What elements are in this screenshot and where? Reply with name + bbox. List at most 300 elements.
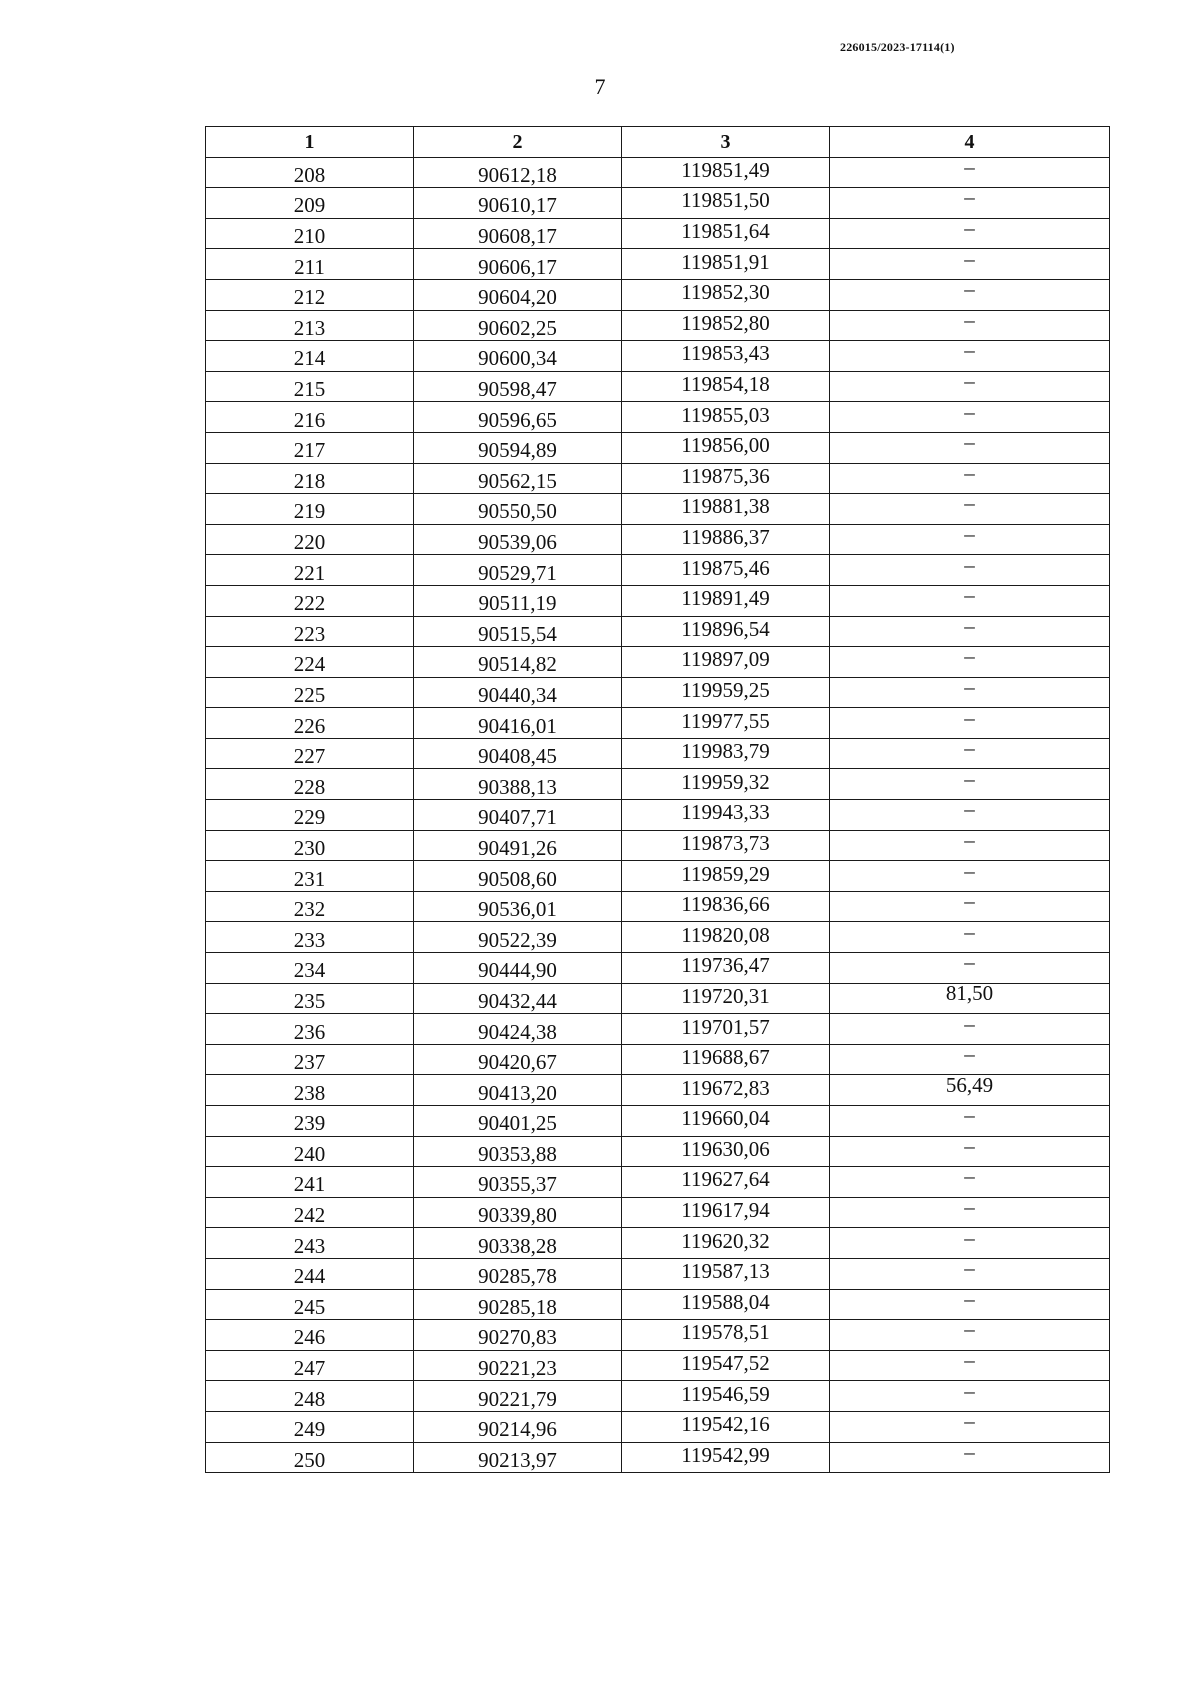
coordinate-x-cell	[413, 555, 621, 586]
coordinate-x-cell-text: 90424,38	[478, 1019, 557, 1044]
coordinate-x-cell-text: 90600,34	[478, 346, 557, 371]
table-row	[206, 524, 1110, 555]
coordinate-y-cell-text: 119977,55	[681, 708, 770, 733]
coordinate-x-cell	[413, 157, 621, 188]
coordinate-y-cell	[621, 1289, 829, 1320]
point-number-cell	[206, 1442, 414, 1473]
table-row	[206, 1106, 1110, 1137]
value-cell-text: –	[964, 1439, 975, 1464]
coordinate-x-cell-text: 90338,28	[478, 1233, 557, 1258]
point-number-cell-text: 230	[293, 835, 326, 860]
table-row	[206, 708, 1110, 739]
coordinate-x-cell	[413, 1044, 621, 1075]
coordinate-x-cell-text: 90610,17	[478, 193, 557, 218]
point-number-cell-text: 243	[293, 1233, 326, 1258]
coordinate-y-cell	[621, 922, 829, 953]
table-row	[206, 983, 1110, 1014]
point-number-cell	[206, 1350, 414, 1381]
coordinate-x-cell	[413, 494, 621, 525]
coordinate-x-cell	[413, 738, 621, 769]
coordinate-y-cell	[621, 188, 829, 219]
point-number-cell-text: 221	[293, 560, 326, 585]
value-cell	[829, 1439, 1109, 1473]
point-number-cell	[206, 800, 414, 831]
point-number-cell-text: 223	[293, 621, 326, 646]
table-row	[206, 310, 1110, 341]
coordinate-x-cell	[413, 953, 621, 984]
coordinate-y-cell	[621, 432, 829, 463]
point-number-cell	[206, 1136, 414, 1167]
coordinate-y-cell	[621, 555, 829, 586]
coordinate-x-cell	[413, 249, 621, 280]
coordinate-y-cell	[621, 463, 829, 494]
coordinate-x-cell-text: 90355,37	[478, 1172, 557, 1197]
value-cell	[829, 1317, 1109, 1351]
coordinate-x-cell	[413, 1014, 621, 1045]
table-row	[206, 249, 1110, 280]
value-cell	[829, 1350, 1109, 1381]
coordinate-y-cell-text: 119660,04	[681, 1106, 770, 1131]
table-row	[206, 494, 1110, 525]
column-header-2: 2	[413, 127, 621, 158]
coordinate-x-cell-text: 90413,20	[478, 1080, 557, 1105]
value-cell-text: –	[964, 1042, 975, 1067]
value-cell-text: –	[964, 552, 975, 577]
coordinate-x-cell	[413, 402, 621, 433]
coordinate-y-cell	[621, 1258, 829, 1289]
coordinate-x-cell-text: 90608,17	[478, 224, 557, 249]
coordinate-x-cell-text: 90536,01	[478, 897, 557, 922]
coordinate-x-cell	[413, 1442, 621, 1473]
coordinate-y-cell-text: 119856,00	[681, 433, 770, 458]
value-cell	[829, 1411, 1109, 1442]
coordinate-x-cell	[413, 310, 621, 341]
table-row	[206, 1228, 1110, 1259]
coordinate-y-cell	[621, 157, 829, 188]
coordinate-x-cell	[413, 1258, 621, 1289]
point-number-cell	[206, 616, 414, 647]
value-cell-text: –	[964, 1195, 975, 1220]
coordinate-y-cell-text: 119983,79	[681, 739, 770, 764]
value-cell	[829, 1072, 1109, 1106]
point-number-cell-text: 248	[293, 1386, 326, 1411]
value-cell	[829, 1103, 1109, 1137]
point-number-cell	[206, 738, 414, 769]
coordinate-y-cell	[621, 341, 829, 372]
coordinate-y-cell	[621, 1320, 829, 1351]
point-number-cell-text: 214	[293, 346, 326, 371]
value-cell	[829, 552, 1109, 586]
coordinate-y-cell-text: 119630,06	[681, 1136, 770, 1161]
value-cell	[829, 766, 1109, 800]
point-number-cell	[206, 157, 414, 188]
point-number-cell	[206, 1044, 414, 1075]
coordinate-x-cell-text: 90598,47	[478, 377, 557, 402]
table-row	[206, 616, 1110, 647]
table-row	[206, 1381, 1110, 1412]
value-cell-text: –	[964, 185, 975, 210]
value-cell-text: –	[964, 674, 975, 699]
value-cell-text: –	[964, 1286, 975, 1311]
coordinate-x-cell	[413, 800, 621, 831]
coordinate-y-cell-text: 119959,32	[681, 769, 770, 794]
coordinate-y-cell	[621, 585, 829, 616]
column-header-4: 4	[829, 127, 1109, 158]
value-cell	[829, 1011, 1109, 1045]
coordinate-x-cell	[413, 1381, 621, 1412]
point-number-cell	[206, 432, 414, 463]
coordinate-y-cell	[621, 402, 829, 433]
point-number-cell-text: 236	[293, 1019, 326, 1044]
column-header-1: 1	[206, 127, 414, 158]
value-cell	[829, 1197, 1109, 1228]
point-number-cell	[206, 402, 414, 433]
value-cell	[829, 585, 1109, 616]
point-number-cell	[206, 1075, 414, 1106]
coordinate-x-cell	[413, 1106, 621, 1137]
value-cell	[829, 1044, 1109, 1075]
coordinate-x-cell-text: 90285,18	[478, 1294, 557, 1319]
value-cell-text: 81,50	[945, 980, 994, 1005]
point-number-cell-text: 238	[293, 1080, 326, 1105]
coordinate-x-cell	[413, 616, 621, 647]
point-number-cell-text: 229	[293, 805, 326, 830]
coordinate-y-cell	[621, 769, 829, 800]
coordinate-y-cell-text: 119688,67	[681, 1045, 770, 1070]
point-number-cell-text: 250	[293, 1447, 326, 1472]
coordinate-x-cell	[413, 524, 621, 555]
coordinate-x-cell	[413, 218, 621, 249]
point-number-cell-text: 210	[293, 224, 326, 249]
point-number-cell	[206, 524, 414, 555]
value-cell-text: –	[964, 889, 975, 914]
value-cell	[829, 399, 1109, 433]
table-row	[206, 463, 1110, 494]
value-cell	[829, 738, 1109, 769]
point-number-cell	[206, 1106, 414, 1137]
coordinate-x-cell	[413, 585, 621, 616]
point-number-cell	[206, 1258, 414, 1289]
point-number-cell	[206, 983, 414, 1014]
value-cell-text: –	[964, 1378, 975, 1403]
point-number-cell-text: 244	[293, 1264, 326, 1289]
coordinate-x-cell	[413, 922, 621, 953]
value-cell	[829, 797, 1109, 831]
coordinate-y-cell-text: 119588,04	[681, 1289, 770, 1314]
coordinate-y-cell	[621, 218, 829, 249]
coordinate-y-cell-text: 119875,36	[681, 463, 770, 488]
coordinate-x-cell-text: 90408,45	[478, 744, 557, 769]
table-row	[206, 800, 1110, 831]
point-number-cell	[206, 647, 414, 678]
coordinate-y-cell	[621, 1044, 829, 1075]
point-number-cell	[206, 279, 414, 310]
value-cell-text: –	[964, 766, 975, 791]
coordinate-y-cell-text: 119820,08	[681, 922, 770, 947]
value-cell-text: –	[964, 246, 975, 271]
point-number-cell-text: 246	[293, 1325, 326, 1350]
point-number-cell-text: 215	[293, 377, 326, 402]
coordinate-x-cell	[413, 1350, 621, 1381]
coordinate-y-cell	[621, 1442, 829, 1473]
value-cell-text: 56,49	[945, 1072, 994, 1097]
point-number-cell	[206, 310, 414, 341]
value-cell	[829, 246, 1109, 280]
value-cell	[829, 1225, 1109, 1259]
value-cell-text: –	[964, 644, 975, 669]
value-cell	[829, 1378, 1109, 1412]
document-code: 226015/2023-17114(1)	[840, 40, 955, 54]
coordinate-y-cell-text: 119546,59	[681, 1381, 770, 1406]
coordinate-x-cell-text: 90612,18	[478, 162, 557, 187]
point-number-cell	[206, 830, 414, 861]
point-number-cell-text: 225	[293, 682, 326, 707]
point-number-cell	[206, 463, 414, 494]
coordinate-x-cell	[413, 1411, 621, 1442]
coordinate-y-cell-text: 119701,57	[681, 1014, 770, 1039]
coordinate-y-cell	[621, 647, 829, 678]
coordinate-y-cell-text: 119617,94	[681, 1198, 770, 1223]
coordinate-y-cell-text: 119891,49	[681, 586, 770, 611]
coordinate-y-cell	[621, 677, 829, 708]
value-cell	[829, 613, 1109, 647]
coordinate-x-cell	[413, 371, 621, 402]
coordinate-y-cell-text: 119672,83	[681, 1075, 770, 1100]
coordinate-y-cell	[621, 861, 829, 892]
value-cell	[829, 338, 1109, 372]
table-header	[206, 127, 1110, 158]
table-row	[206, 769, 1110, 800]
point-number-cell-text: 213	[293, 315, 326, 340]
coordinate-y-cell	[621, 1381, 829, 1412]
coordinate-y-cell	[621, 983, 829, 1014]
point-number-cell	[206, 1320, 414, 1351]
coordinate-x-cell-text: 90214,96	[478, 1417, 557, 1442]
point-number-cell-text: 216	[293, 407, 326, 432]
coordinate-x-cell	[413, 677, 621, 708]
coordinate-x-cell-text: 90432,44	[478, 988, 557, 1013]
table-row	[206, 1320, 1110, 1351]
coordinate-y-cell-text: 119875,46	[681, 555, 770, 580]
coordinate-y-cell-text: 119620,32	[681, 1228, 770, 1253]
point-number-cell-text: 224	[293, 652, 326, 677]
coordinate-x-cell-text: 90602,25	[478, 315, 557, 340]
point-number-cell	[206, 1014, 414, 1045]
table-row	[206, 861, 1110, 892]
coordinate-x-cell	[413, 279, 621, 310]
value-cell-text: –	[964, 1133, 975, 1158]
table-row	[206, 218, 1110, 249]
point-number-cell	[206, 769, 414, 800]
table-row	[206, 341, 1110, 372]
coordinate-y-cell-text: 119851,50	[681, 188, 770, 213]
value-cell-text: –	[964, 460, 975, 485]
coordinate-x-cell	[413, 341, 621, 372]
point-number-cell-text: 220	[293, 530, 326, 555]
coordinate-y-cell-text: 119943,33	[681, 800, 770, 825]
coordinate-y-cell	[621, 1197, 829, 1228]
value-cell	[829, 432, 1109, 463]
point-number-cell	[206, 891, 414, 922]
value-cell	[829, 644, 1109, 678]
point-number-cell	[206, 585, 414, 616]
coordinate-x-cell-text: 90213,97	[478, 1447, 557, 1472]
coordinate-y-cell	[621, 1411, 829, 1442]
coordinate-x-cell-text: 90594,89	[478, 438, 557, 463]
table-row	[206, 1411, 1110, 1442]
point-number-cell	[206, 494, 414, 525]
point-number-cell	[206, 953, 414, 984]
point-number-cell	[206, 218, 414, 249]
coordinate-y-cell-text: 119851,64	[681, 219, 770, 244]
point-number-cell-text: 218	[293, 468, 326, 493]
coordinate-x-cell-text: 90339,80	[478, 1203, 557, 1228]
coordinate-x-cell	[413, 188, 621, 219]
table-body	[206, 154, 1110, 1473]
value-cell	[829, 674, 1109, 708]
table-row	[206, 1014, 1110, 1045]
table-row	[206, 1075, 1110, 1106]
table-row	[206, 830, 1110, 861]
value-cell	[829, 827, 1109, 861]
coordinate-y-cell	[621, 310, 829, 341]
coordinate-x-cell	[413, 1320, 621, 1351]
coordinate-x-cell-text: 90522,39	[478, 927, 557, 952]
value-cell-text: –	[964, 613, 975, 638]
table-row	[206, 371, 1110, 402]
point-number-cell-text: 228	[293, 774, 326, 799]
point-number-cell-text: 222	[293, 591, 326, 616]
table-header-row	[206, 127, 1110, 158]
value-cell-text: –	[964, 216, 975, 241]
value-cell-text: –	[964, 1348, 975, 1373]
coordinate-y-cell-text: 119587,13	[681, 1259, 770, 1284]
table-row	[206, 953, 1110, 984]
value-cell	[829, 1258, 1109, 1289]
coordinate-x-cell-text: 90491,26	[478, 835, 557, 860]
value-cell-text: –	[964, 1256, 975, 1281]
table-row	[206, 188, 1110, 219]
coordinate-y-cell	[621, 1075, 829, 1106]
coordinate-x-cell-text: 90221,23	[478, 1356, 557, 1381]
point-number-cell-text: 249	[293, 1417, 326, 1442]
coordinate-y-cell	[621, 738, 829, 769]
point-number-cell-text: 239	[293, 1111, 326, 1136]
coordinate-x-cell-text: 90416,01	[478, 713, 557, 738]
coordinate-x-cell	[413, 432, 621, 463]
point-number-cell-text: 232	[293, 897, 326, 922]
point-number-cell-text: 237	[293, 1050, 326, 1075]
value-cell	[829, 154, 1109, 188]
coordinate-y-cell	[621, 891, 829, 922]
value-cell	[829, 371, 1109, 402]
table-row	[206, 1258, 1110, 1289]
coordinate-x-cell-text: 90508,60	[478, 866, 557, 891]
coordinate-y-cell-text: 119859,29	[681, 861, 770, 886]
coordinate-y-cell-text: 119542,16	[681, 1412, 770, 1437]
coordinate-y-cell-text: 119836,66	[681, 892, 770, 917]
coordinate-y-cell-text: 119578,51	[681, 1320, 770, 1345]
point-number-cell	[206, 861, 414, 892]
value-cell-text: –	[964, 1225, 975, 1250]
point-number-cell	[206, 371, 414, 402]
coordinate-y-cell	[621, 1167, 829, 1198]
coordinate-x-cell-text: 90604,20	[478, 285, 557, 310]
coordinate-y-cell	[621, 616, 829, 647]
value-cell	[829, 460, 1109, 494]
coordinate-x-cell	[413, 1197, 621, 1228]
coordinate-y-cell	[621, 1014, 829, 1045]
point-number-cell	[206, 1167, 414, 1198]
coordinate-x-cell-text: 90407,71	[478, 805, 557, 830]
coordinate-y-cell-text: 119896,54	[681, 616, 770, 641]
coordinate-x-cell-text: 90515,54	[478, 621, 557, 646]
value-cell-text: –	[964, 1103, 975, 1128]
point-number-cell-text: 226	[293, 713, 326, 738]
coordinate-x-cell	[413, 1228, 621, 1259]
coordinate-x-cell-text: 90444,90	[478, 958, 557, 983]
coordinate-x-cell	[413, 647, 621, 678]
table-row	[206, 1167, 1110, 1198]
value-cell-text: –	[964, 1317, 975, 1342]
coordinate-y-cell-text: 119547,52	[681, 1351, 770, 1376]
coordinate-y-cell-text: 119720,31	[681, 983, 770, 1008]
page-number: 7	[594, 74, 606, 99]
point-number-cell-text: 209	[293, 193, 326, 218]
point-number-cell	[206, 341, 414, 372]
point-number-cell-text: 231	[293, 866, 326, 891]
coordinate-y-cell	[621, 249, 829, 280]
table-row	[206, 279, 1110, 310]
value-cell-text: –	[964, 369, 975, 394]
coordinates-table	[205, 126, 1110, 1473]
value-cell-text: –	[964, 736, 975, 761]
value-cell	[829, 218, 1109, 249]
coordinate-y-cell	[621, 800, 829, 831]
point-number-cell-text: 235	[293, 988, 326, 1013]
coordinate-y-cell-text: 119542,99	[681, 1442, 770, 1467]
table-row	[206, 922, 1110, 953]
value-cell-text: –	[964, 827, 975, 852]
coordinate-y-cell-text: 119854,18	[681, 372, 770, 397]
point-number-cell	[206, 249, 414, 280]
value-cell	[829, 279, 1109, 310]
table-row	[206, 432, 1110, 463]
coordinate-y-cell-text: 119851,49	[681, 157, 770, 182]
value-cell-text: –	[964, 950, 975, 975]
value-cell-text: –	[964, 858, 975, 883]
coordinate-y-cell-text: 119959,25	[681, 677, 770, 702]
coordinate-y-cell	[621, 1228, 829, 1259]
coordinate-y-cell	[621, 1350, 829, 1381]
coordinate-x-cell-text: 90270,83	[478, 1325, 557, 1350]
point-number-cell-text: 241	[293, 1172, 326, 1197]
coordinate-x-cell	[413, 891, 621, 922]
point-number-cell	[206, 1289, 414, 1320]
coordinate-y-cell-text: 119886,37	[681, 525, 770, 550]
table-row	[206, 1044, 1110, 1075]
value-cell-text: –	[964, 797, 975, 822]
value-cell	[829, 1164, 1109, 1198]
point-number-cell-text: 212	[293, 285, 326, 310]
column-header-3: 3	[621, 127, 829, 158]
point-number-cell	[206, 555, 414, 586]
value-cell-text: –	[964, 399, 975, 424]
point-number-cell	[206, 708, 414, 739]
point-number-cell-text: 208	[293, 162, 326, 187]
value-cell	[829, 1133, 1109, 1167]
coordinate-y-cell	[621, 524, 829, 555]
